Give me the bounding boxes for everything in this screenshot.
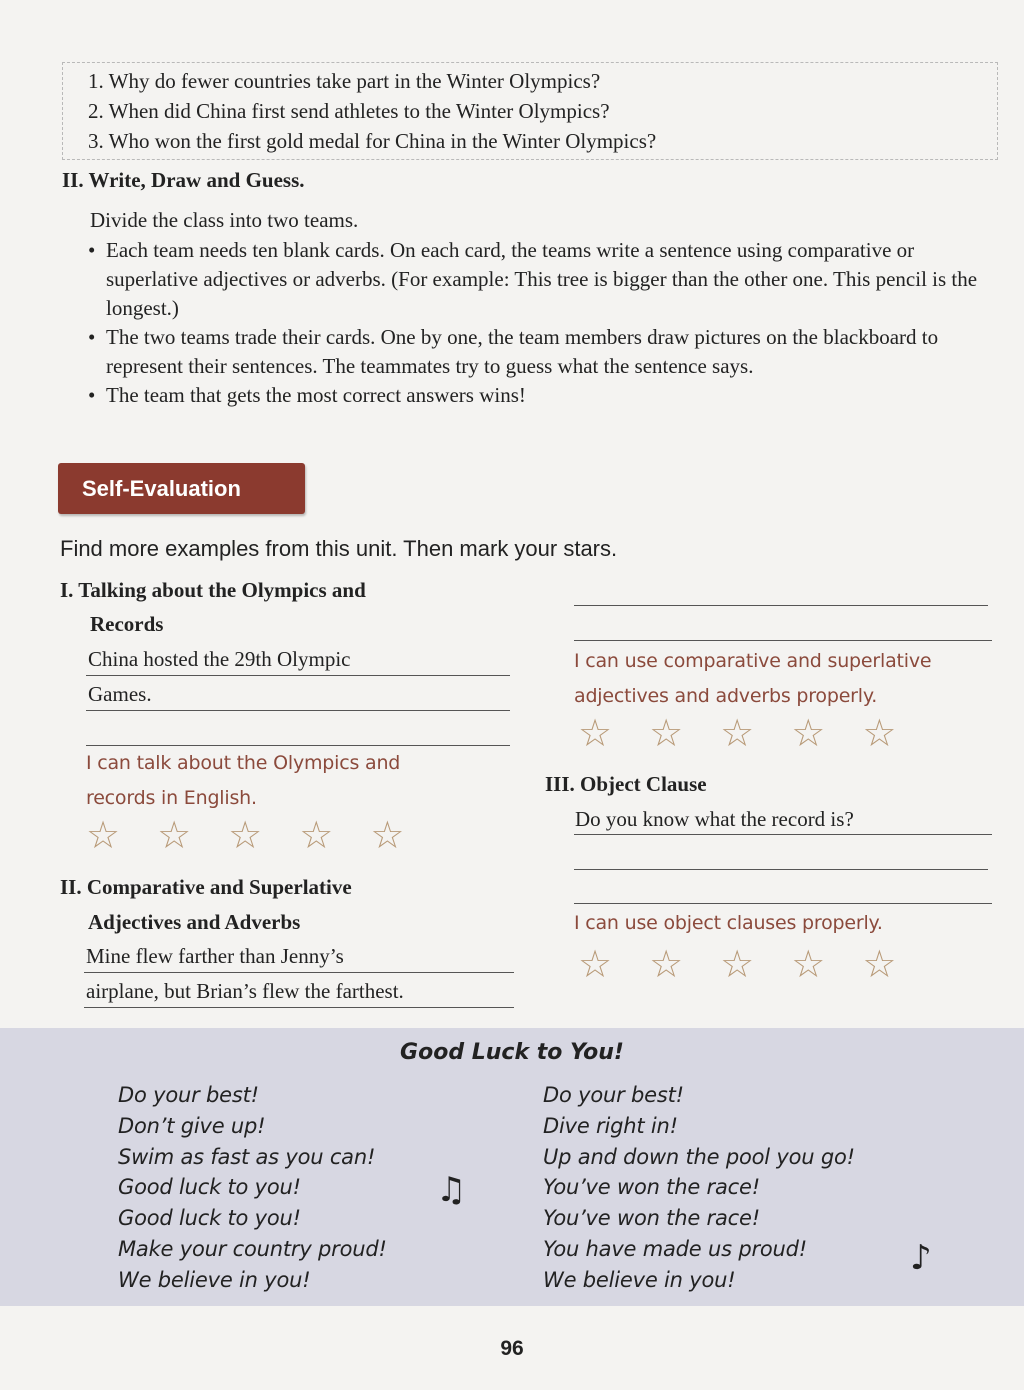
page-number: 96 [500,1337,524,1360]
instruction-list [88,236,1008,410]
song-line: Up and down the pool you go! [543,1144,855,1169]
music-note-icon: ♫ [436,1170,467,1210]
answer-line [86,675,510,676]
self-evaluation-badge: Self-Evaluation [58,463,305,514]
part1-heading-cont: Records [90,612,164,636]
part2-example-line1: Mine flew farther than Jenny’s [86,944,344,968]
star-icon[interactable]: ☆ [86,813,121,857]
part2-can-line1: I can use comparative and superlative [574,650,932,672]
star-icon[interactable]: ☆ [299,813,334,857]
song-line: We believe in you! [118,1267,311,1292]
answer-line [574,903,992,904]
part2-can-line2: adjectives and adverbs properly. [574,685,878,707]
song-line: You’ve won the race! [543,1175,760,1200]
answer-line [574,605,988,606]
star-icon[interactable]: ☆ [720,711,755,755]
song-line: We believe in you! [543,1267,736,1292]
star-icon[interactable]: ☆ [228,813,263,857]
section-heading-write-draw-guess: II. Write, Draw and Guess. [62,168,305,192]
star-icon[interactable]: ☆ [578,942,613,986]
part2-example-line2: airplane, but Brian’s flew the farthest. [86,979,404,1003]
star-icon[interactable]: ☆ [791,942,826,986]
question-2: 2. When did China first send athletes to the Winter Olympics? [88,99,610,123]
part1-can-line2: records in English. [86,787,257,809]
part1-heading: I. Talking about the Olympics and [60,578,366,602]
answer-line [84,1007,514,1008]
song-line: Make your country proud! [118,1236,387,1261]
list-item: • The two teams trade their cards. One by one, the team members draw pictures on the blackboard to represent their sentences. The teammates try to guess what the sentence says. [88,323,1008,381]
song-line: Don’t give up! [118,1113,266,1138]
list-item: • The team that gets the most correct answers wins! [88,381,1008,410]
song-verse-right [543,1080,855,1296]
section-intro: Divide the class into two teams. [90,208,359,232]
part1-example-line2: Games. [88,682,152,706]
list-item: • Each team needs ten blank cards. On each card, the teams write a sentence using comparative or superlative adjectives or adverbs. (For example: This tree is bigger than the other one. This pencil is the longest.) [88,236,1008,323]
song-line: You’ve won the race! [543,1206,760,1231]
part1-star-rating[interactable] [86,813,405,857]
part3-star-rating[interactable] [578,942,897,986]
song-line: Good luck to you! [118,1175,301,1200]
part2-heading-cont: Adjectives and Adverbs [88,910,301,934]
star-icon[interactable]: ☆ [578,711,613,755]
star-icon[interactable]: ☆ [649,942,684,986]
star-icon[interactable]: ☆ [862,711,897,755]
answer-line [86,710,510,711]
star-icon[interactable]: ☆ [370,813,405,857]
star-icon[interactable]: ☆ [862,942,897,986]
star-icon[interactable]: ☆ [157,813,192,857]
song-line: Do your best! [543,1083,684,1107]
question-1: 1. Why do fewer countries take part in the Winter Olympics? [88,69,601,93]
part2-heading: II. Comparative and Superlative [60,875,352,899]
song-line: Good luck to you! [118,1206,301,1231]
star-icon[interactable]: ☆ [649,711,684,755]
question-3: 3. Who won the first gold medal for China in the Winter Olympics? [88,129,657,153]
part3-heading: III. Object Clause [545,772,707,796]
answer-line [84,972,514,973]
song-line: You have made us proud! [543,1236,808,1261]
song-line: Dive right in! [543,1113,678,1138]
song-line: Do your best! [118,1083,259,1107]
answer-line [574,869,988,870]
song-line: Swim as fast as you can! [118,1144,376,1169]
part2-star-rating[interactable] [578,711,897,755]
star-icon[interactable]: ☆ [791,711,826,755]
answer-line [86,745,510,746]
part1-can-line1: I can talk about the Olympics and [86,752,401,774]
music-note-icon: ♪ [910,1238,932,1278]
answer-line [574,834,992,835]
part1-example-line1: China hosted the 29th Olympic [88,647,351,671]
self-evaluation-instruction: Find more examples from this unit. Then mark your stars. [60,536,618,561]
answer-line [574,640,992,641]
song-verse-left [118,1080,387,1296]
part3-can-line: I can use object clauses properly. [574,912,883,934]
song-title: Good Luck to You! [400,1040,624,1065]
part3-example: Do you know what the record is? [575,807,854,831]
star-icon[interactable]: ☆ [720,942,755,986]
